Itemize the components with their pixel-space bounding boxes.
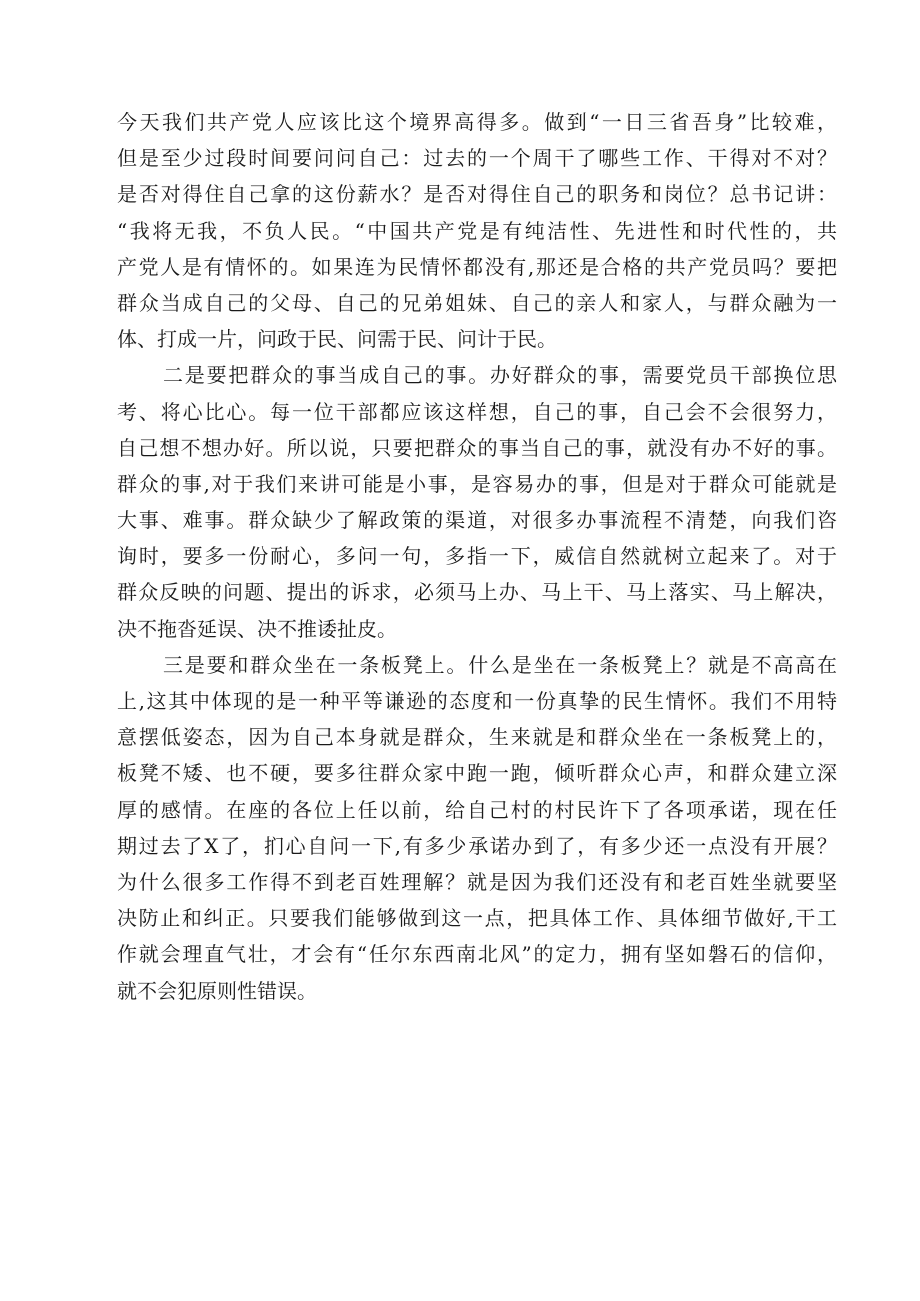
- text-line: 自己想不想办好。所以说，只要把群众的事当自己的事，就没有办不好的事。: [117, 435, 837, 460]
- text-line: 决不拖沓延误、决不推诿扯皮。: [117, 616, 397, 641]
- text-line: 就不会犯原则性错误。: [117, 978, 317, 1003]
- text-line: 大事、难事。群众缺少了解政策的渠道，对很多办事流程不清楚，向我们咨: [117, 508, 837, 533]
- text-line: 群众的事,对于我们来讲可能是小事，是容易办的事，但是对于群众可能就是: [117, 471, 837, 496]
- paragraph-start-line: 三是要和群众坐在一条板凳上。什么是坐在一条板凳上？就是不高高在: [163, 652, 837, 677]
- document-body: [117, 104, 837, 1009]
- text-line: 产党人是有情怀的。如果连为民情怀都没有,那还是合格的共产党员吗？要把: [117, 254, 837, 279]
- text-line: 为什么很多工作得不到老百姓理解？就是因为我们还没有和老百姓坐就要坚: [117, 869, 837, 894]
- text-line: 群众当成自己的父母、自己的兄弟姐妹、自己的亲人和家人，与群众融为一: [117, 290, 837, 315]
- text-line: “我将无我，不负人民。“中国共产党是有纯洁性、先进性和时代性的，共: [117, 218, 837, 243]
- text-line: 决防止和纠正。只要我们能够做到这一点，把具体工作、具体细节做好,干工: [117, 906, 837, 931]
- text-line: 板凳不矮、也不硬，要多往群众家中跑一跑，倾听群众心声，和群众建立深: [117, 761, 837, 786]
- text-line: 体、打成一片，问政于民、问需于民、问计于民。: [117, 327, 557, 352]
- text-line: 意摆低姿态，因为自己本身就是群众，生来就是和群众坐在一条板凳上的，: [117, 725, 837, 750]
- paragraph-start-line: 二是要把群众的事当成自己的事。办好群众的事，需要党员干部换位思: [163, 363, 837, 388]
- text-line: 询时，要多一份耐心，多问一句，多指一下，威信自然就树立起来了。对于: [117, 544, 837, 569]
- text-line: 今天我们共产党人应该比这个境界高得多。做到“一日三省吾身”比较难，: [117, 110, 837, 134]
- text-line: 作就会理直气壮，才会有“任尔东西南北风”的定力，拥有坚如磐石的信仰，: [117, 942, 837, 967]
- text-line: 群众反映的问题、提出的诉求，必须马上办、马上干、马上落实、马上解决，: [117, 580, 837, 605]
- text-line: 上,这其中体现的是一种平等谦逊的态度和一份真挚的民生情怀。我们不用特: [117, 689, 837, 713]
- text-line: 期过去了X了，扪心自问一下,有多少承诺办到了，有多少还一点没有开展？: [117, 833, 837, 858]
- text-line: 但是至少过段时间要问问自己：过去的一个周干了哪些工作、干得对不对？: [117, 146, 837, 171]
- text-line: 是否对得住自己拿的这份薪水？是否对得住自己的职务和岗位？总书记讲：: [117, 182, 837, 207]
- text-line: 厚的感情。在座的各位上任以前，给自己村的村民许下了各项承诺，现在任: [117, 797, 837, 822]
- text-line: 考、将心比心。每一位干部都应该这样想，自己的事，自己会不会很努力，: [117, 399, 837, 424]
